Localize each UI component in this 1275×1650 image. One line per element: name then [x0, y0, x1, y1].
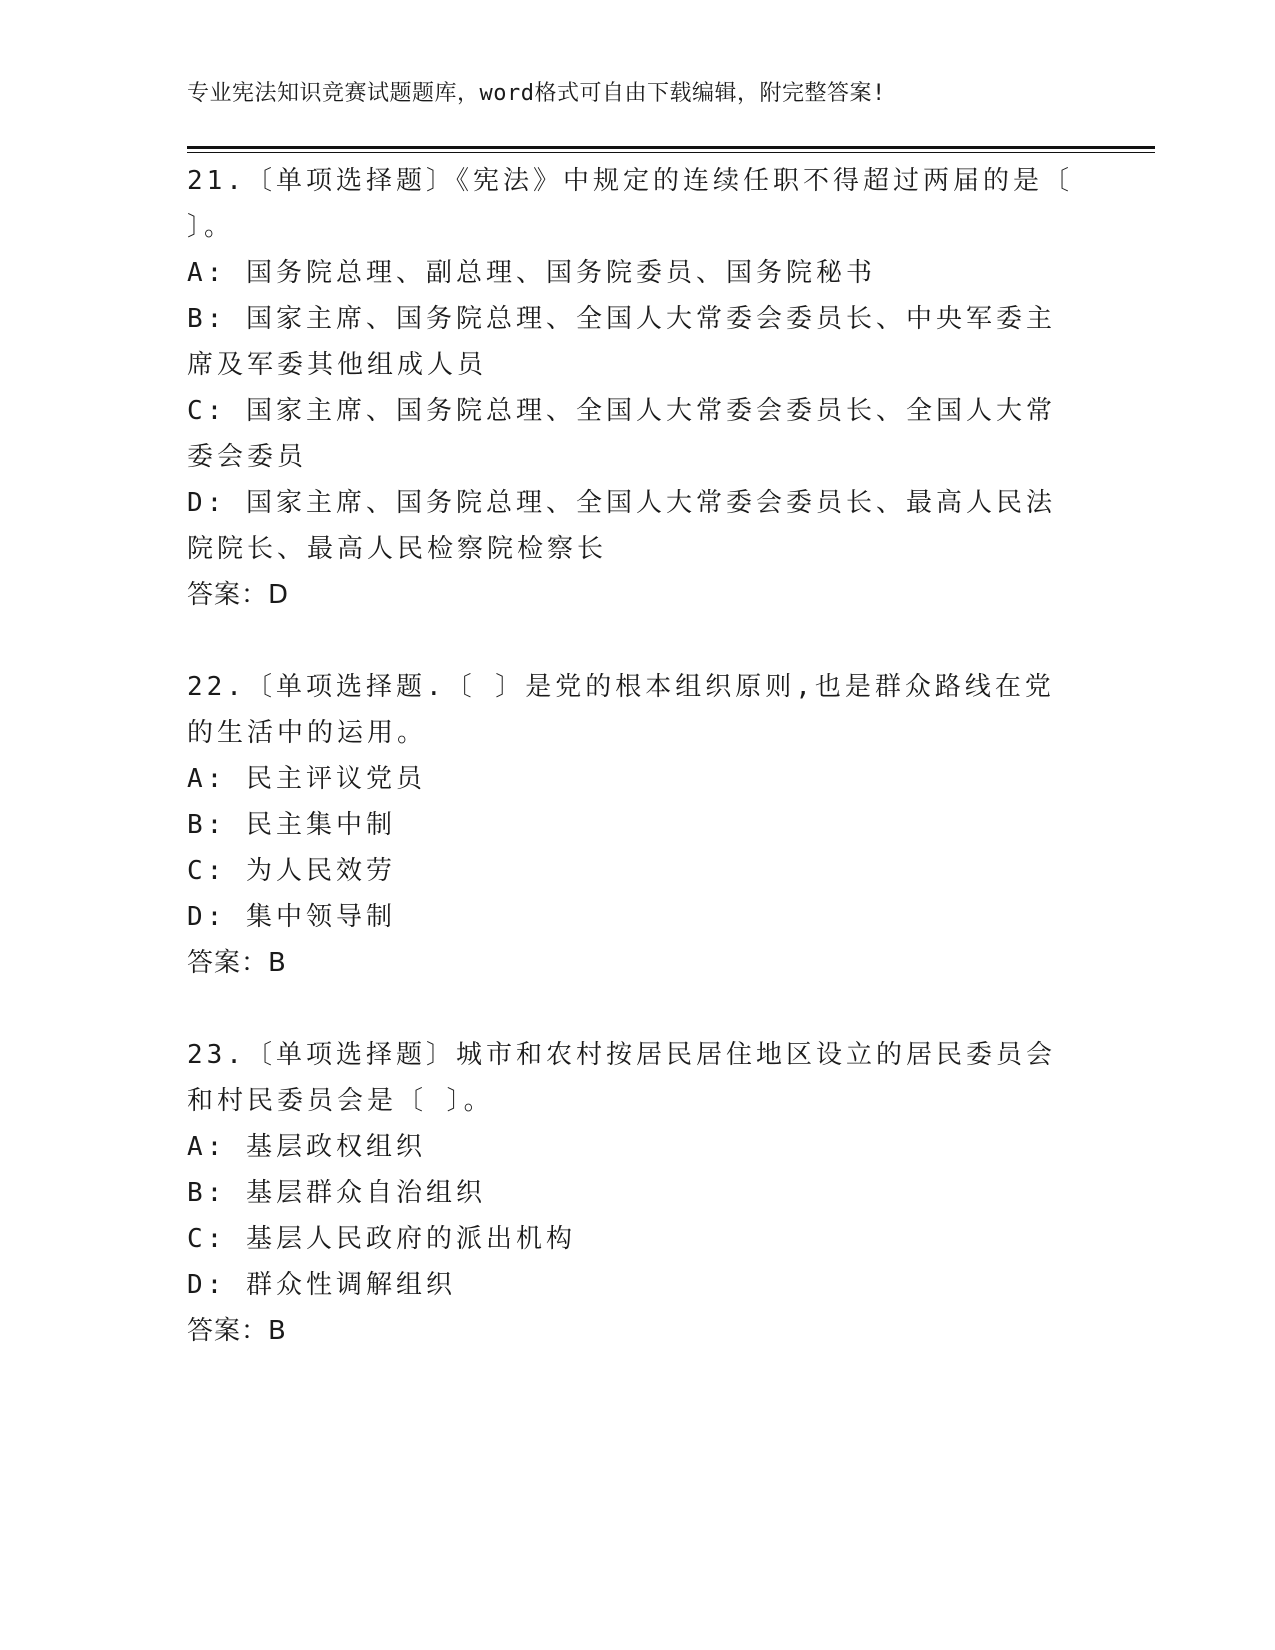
option-a: A: 基层政权组织	[187, 1132, 426, 1162]
answer: 答案：D	[187, 580, 290, 610]
option-c: C: 国家主席、国务院总理、全国人大常委会委员长、全国人大常委会委员	[187, 396, 1056, 472]
option-a: A: 民主评议党员	[187, 764, 426, 794]
header-rule-thin	[187, 152, 1155, 153]
option-d: D: 国家主席、国务院总理、全国人大常委会委员长、最高人民法院院长、最高人民检察院检察长	[187, 488, 1056, 564]
question-23	[187, 1032, 1077, 1354]
question-22	[187, 664, 1077, 986]
page-header: 专业宪法知识竞赛试题题库，word格式可自由下载编辑，附完整答案!	[187, 81, 886, 106]
question-stem: 23.〔单项选择题〕城市和农村按居民居住地区设立的居民委员会和村民委员会是〔 〕。	[187, 1040, 1056, 1116]
question-stem: 22.〔单项选择题.〔 〕是党的根本组织原则,也是群众路线在党的生活中的运用。	[187, 672, 1055, 748]
answer: 答案：B	[187, 1316, 287, 1346]
answer: 答案：B	[187, 948, 287, 978]
option-b: B: 基层群众自治组织	[187, 1178, 486, 1208]
question-stem: 21.〔单项选择题〕《宪法》中规定的连续任职不得超过两届的是〔 〕。	[187, 166, 1073, 242]
option-d: D: 群众性调解组织	[187, 1270, 456, 1300]
question-list	[187, 158, 1077, 1400]
option-b: B: 国家主席、国务院总理、全国人大常委会委员长、中央军委主席及军委其他组成人员	[187, 304, 1056, 380]
option-d: D: 集中领导制	[187, 902, 396, 932]
option-a: A: 国务院总理、副总理、国务院委员、国务院秘书	[187, 258, 876, 288]
question-21	[187, 158, 1077, 618]
option-c: C: 为人民效劳	[187, 856, 396, 886]
option-b: B: 民主集中制	[187, 810, 396, 840]
option-c: C: 基层人民政府的派出机构	[187, 1224, 576, 1254]
header-rule-thick	[187, 146, 1155, 149]
